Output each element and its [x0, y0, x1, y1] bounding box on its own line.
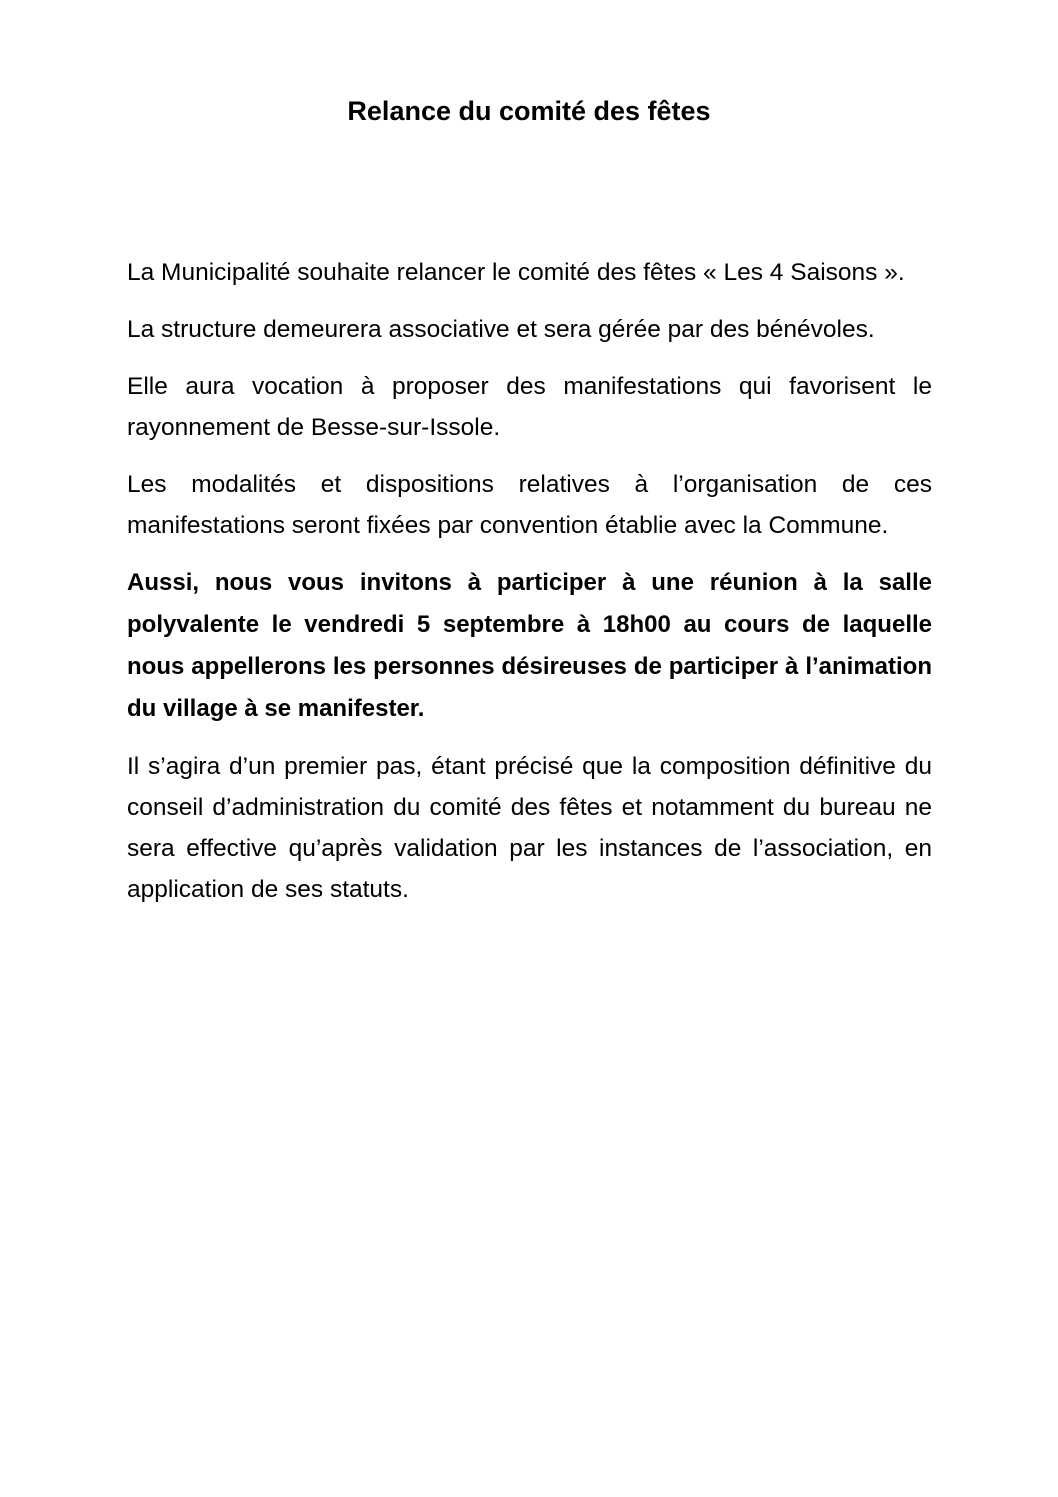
document-body: [127, 252, 932, 926]
paragraph-vocation: Elle aura vocation à proposer des manifestations qui favorisent le rayonnement de Besse-sur-Issole.: [127, 373, 932, 441]
paragraph-structure: La structure demeurera associative et sera gérée par des bénévoles.: [127, 316, 875, 343]
paragraph-modalites: Les modalités et dispositions relatives à l’organisation de ces manifestations seront fixées par convention établie avec la Commune.: [127, 471, 932, 539]
paragraph-invitation: Aussi, nous vous invitons à participer à une réunion à la salle polyvalente le vendredi 5 septembre à 18h00 au cours de laquelle nous appellerons les personnes désireuses de participer à l’animation du village à se manifester.: [127, 569, 932, 722]
paragraph-premier-pas: Il s’agira d’un premier pas, étant précisé que la composition définitive du conseil d’administration du comité des fêtes et notamment du bureau ne sera effective qu’après validation par les instances de l’association, en application de ses statuts.: [127, 753, 932, 903]
page-title: Relance du comité des fêtes: [347, 96, 711, 126]
paragraph-intro: La Municipalité souhaite relancer le comité des fêtes « Les 4 Saisons ».: [127, 259, 905, 286]
